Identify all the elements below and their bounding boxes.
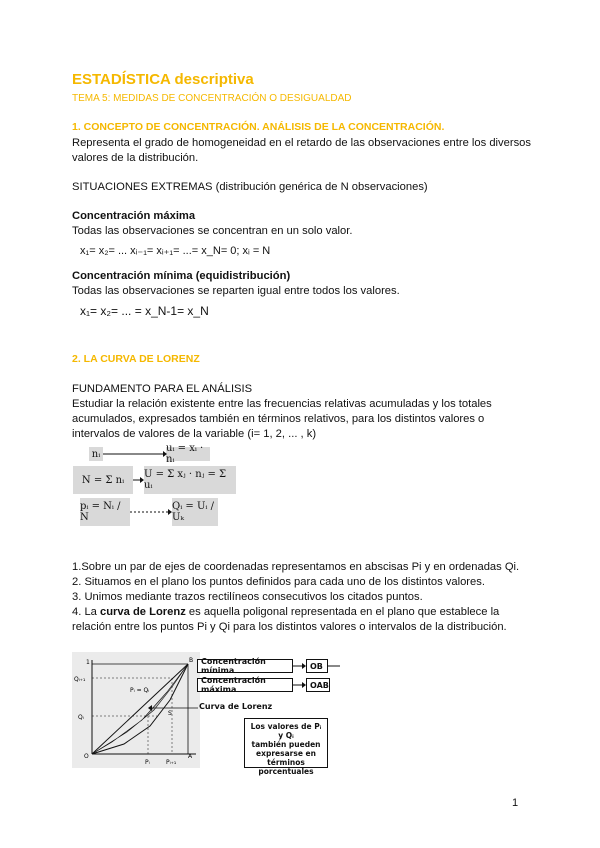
step-1: 1.Sobre un par de ejes de coordenadas representamos en abscisas Pi y en ordenadas Qi. [72,561,520,573]
label-max-value: OAB [306,678,330,692]
fundamento-line-3: intervalos de valores de la variable (i= 1, 2, ... , k) [72,428,317,440]
section-2-heading: 2. LA CURVA DE LORENZ [72,353,200,365]
label-min-concentration: Concentración mínima [197,659,293,673]
formula-u-total: U = Σ xⱼ · nⱼ = Σ uᵢ [144,466,236,494]
arrow-head-1 [163,451,167,457]
step-4-prefix: 4. La [72,606,100,618]
step-4-suffix: es aquella poligonal representada en el plano que establece la [185,606,500,618]
step-4-line-2: relación entre los puntos Pi y Qi para los distintos valores o intervalos de la distribución. [72,621,507,633]
percent-note [244,718,328,776]
fundamento-line-1: Estudiar la relación existente entre las frecuencias relativas acumuladas y los totales [72,398,492,410]
note-line-4: términos [267,758,305,767]
document-subtitle: TEMA 5: MEDIDAS DE CONCENTRACIÓN O DESIGUALDAD [72,93,352,104]
axis-label-q-i1: Qᵢ₊₁ [74,676,86,683]
max-concentration-formula: x₁= x₂= ... xᵢ₋₁= xᵢ₊₁= ...= x_N= 0; xᵢ = N [80,245,271,257]
extremes-text: SITUACIONES EXTREMAS (distribución genérica de N observaciones) [72,181,428,193]
axis-label-q-i: Qᵢ [78,714,84,721]
label-max-concentration: Concentración máxima [197,678,293,692]
max-concentration-text: Todas las observaciones se concentran en un solo valor. [72,225,353,237]
step-4-bold: curva de Lorenz [100,606,186,618]
max-concentration-heading: Concentración máxima [72,210,196,222]
step-2: 2. Situamos en el plano los puntos definidos para cada uno de los distintos valores. [72,576,485,588]
label-min-value: OB [306,659,328,673]
note-line-2: también pueden [251,740,321,749]
intro-line-1: Representa el grado de homogeneidad en el retardo de las observaciones entre los diversos [72,137,531,149]
formula-n-i: nᵢ [89,447,103,461]
axis-label-b: B [189,657,194,664]
note-line-5: porcentuales [258,767,314,776]
min-concentration-formula: x₁= x₂= ... = x_N-1= x_N [80,304,209,318]
document-title: ESTADÍSTICA descriptiva [72,71,254,88]
arrow-head-2 [140,477,144,483]
label-lorenz-curve: Curva de Lorenz [199,702,273,711]
section-1-heading: 1. CONCEPTO DE CONCENTRACIÓN. ANÁLISIS DE LA CONCENTRACIÓN. [72,121,445,133]
formula-u-i: uᵢ = xᵢ · nᵢ [166,447,210,461]
formula-p-i: pᵢ = Nᵢ / N [80,498,130,526]
diag-label: Pᵢ = Qᵢ [130,687,150,694]
axis-label-1: 1 [86,659,90,666]
arrow-head-3 [168,509,172,515]
min-concentration-heading: Concentración mínima (equidistribución) [72,270,291,282]
fundamento-heading: FUNDAMENTO PARA EL ANÁLISIS [72,383,253,395]
page-number: 1 [512,797,519,809]
step-4 [72,605,499,620]
formula-n-total: N = Σ nᵢ [73,466,133,494]
formula-q-i: Qᵢ = Uᵢ / Uₖ [172,498,218,526]
s-label: S [168,710,172,717]
step-3: 3. Unimos mediante trazos rectilíneos consecutivos los citados puntos. [72,591,423,603]
axis-label-o: O [84,753,89,760]
chart-background [72,652,200,768]
intro-line-2: valores de la distribución. [72,152,199,164]
axis-label-p-i: Pᵢ [145,759,150,766]
note-line-1: Los valores de Pᵢ y Qᵢ [250,722,322,740]
note-line-3: expresarse en [256,749,316,758]
min-concentration-text: Todas las observaciones se reparten igual entre todos los valores. [72,285,400,297]
fundamento-line-2: acumulados, expresados también en términos relativos, para los distintos valores o [72,413,485,425]
axis-label-p-i1: Pᵢ₊₁ [166,759,177,766]
axis-label-a: A [188,753,193,760]
